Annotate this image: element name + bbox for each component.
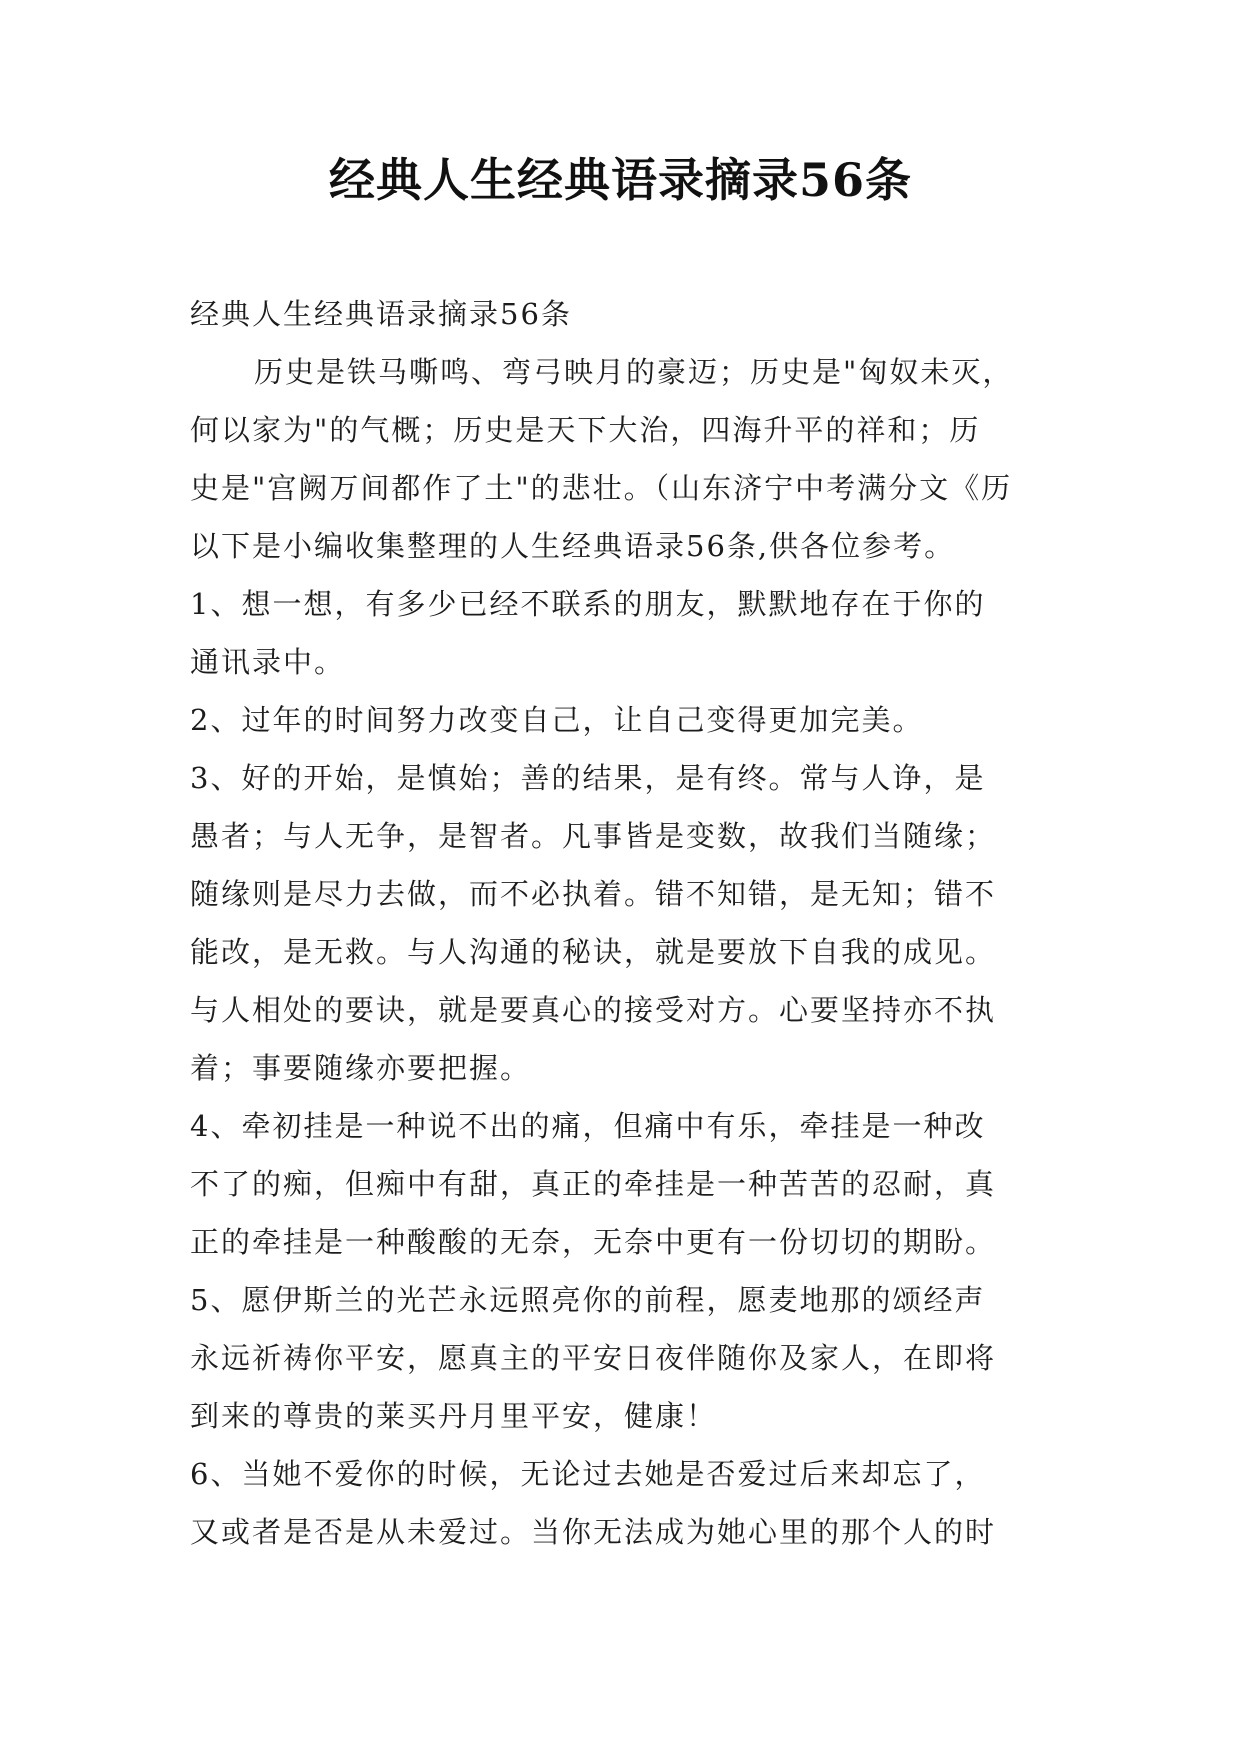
document-body — [190, 285, 1080, 1561]
text-line: 经典人生经典语录摘录56条 — [190, 297, 572, 331]
text-line: 不了的痴，但痴中有甜，真正的牵挂是一种苦苦的忍耐，真 — [190, 1167, 997, 1201]
text-line: 3、好的开始，是慎始；善的结果，是有终。常与人诤，是 — [190, 761, 986, 795]
text-line: 与人相处的要诀，就是要真心的接受对方。心要坚持亦不执 — [190, 993, 997, 1027]
text-line: 正的牵挂是一种酸酸的无奈，无奈中更有一份切切的期盼。 — [190, 1225, 997, 1259]
document-title: 经典人生经典语录摘录56条 — [328, 153, 912, 207]
text-line: 5、愿伊斯兰的光芒永远照亮你的前程，愿麦地那的颂经声 — [190, 1283, 986, 1317]
text-line: 2、过年的时间努力改变自己，让自己变得更加完美。 — [190, 703, 924, 737]
text-line: 1、想一想，有多少已经不联系的朋友，默默地存在于你的 — [190, 587, 986, 621]
text-line: 何以家为"的气概；历史是天下大治，四海升平的祥和；历 — [190, 413, 981, 447]
text-line: 4、牵初挂是一种说不出的痛，但痛中有乐，牵挂是一种改 — [190, 1109, 986, 1143]
text-line: 永远祈祷你平安，愿真主的平安日夜伴随你及家人，在即将 — [190, 1341, 997, 1375]
text-line: 到来的尊贵的莱买丹月里平安，健康！ — [190, 1399, 718, 1433]
text-line: 又或者是否是从未爱过。当你无法成为她心里的那个人的时 — [190, 1515, 997, 1549]
text-line: 历史是铁马嘶鸣、弯弓映月的豪迈；历史是"匈奴未灭， — [254, 355, 1014, 389]
text-line: 着；事要随缘亦要把握。 — [190, 1051, 532, 1085]
text-line: 随缘则是尽力去做，而不必执着。错不知错，是无知；错不 — [190, 877, 997, 911]
text-line: 愚者；与人无争，是智者。凡事皆是变数，故我们当随缘； — [190, 819, 997, 853]
text-line: 史是"宫阙万间都作了土"的悲壮。（山东济宁中考满分文《历 — [190, 471, 1013, 505]
text-line: 以下是小编收集整理的人生经典语录56条,供各位参考。 — [190, 529, 956, 563]
text-line: 6、当她不爱你的时候，无论过去她是否爱过后来却忘了， — [190, 1457, 986, 1491]
text-line: 通讯录中。 — [190, 645, 346, 679]
text-line: 能改，是无救。与人沟通的秘诀，就是要放下自我的成见。 — [190, 935, 997, 969]
